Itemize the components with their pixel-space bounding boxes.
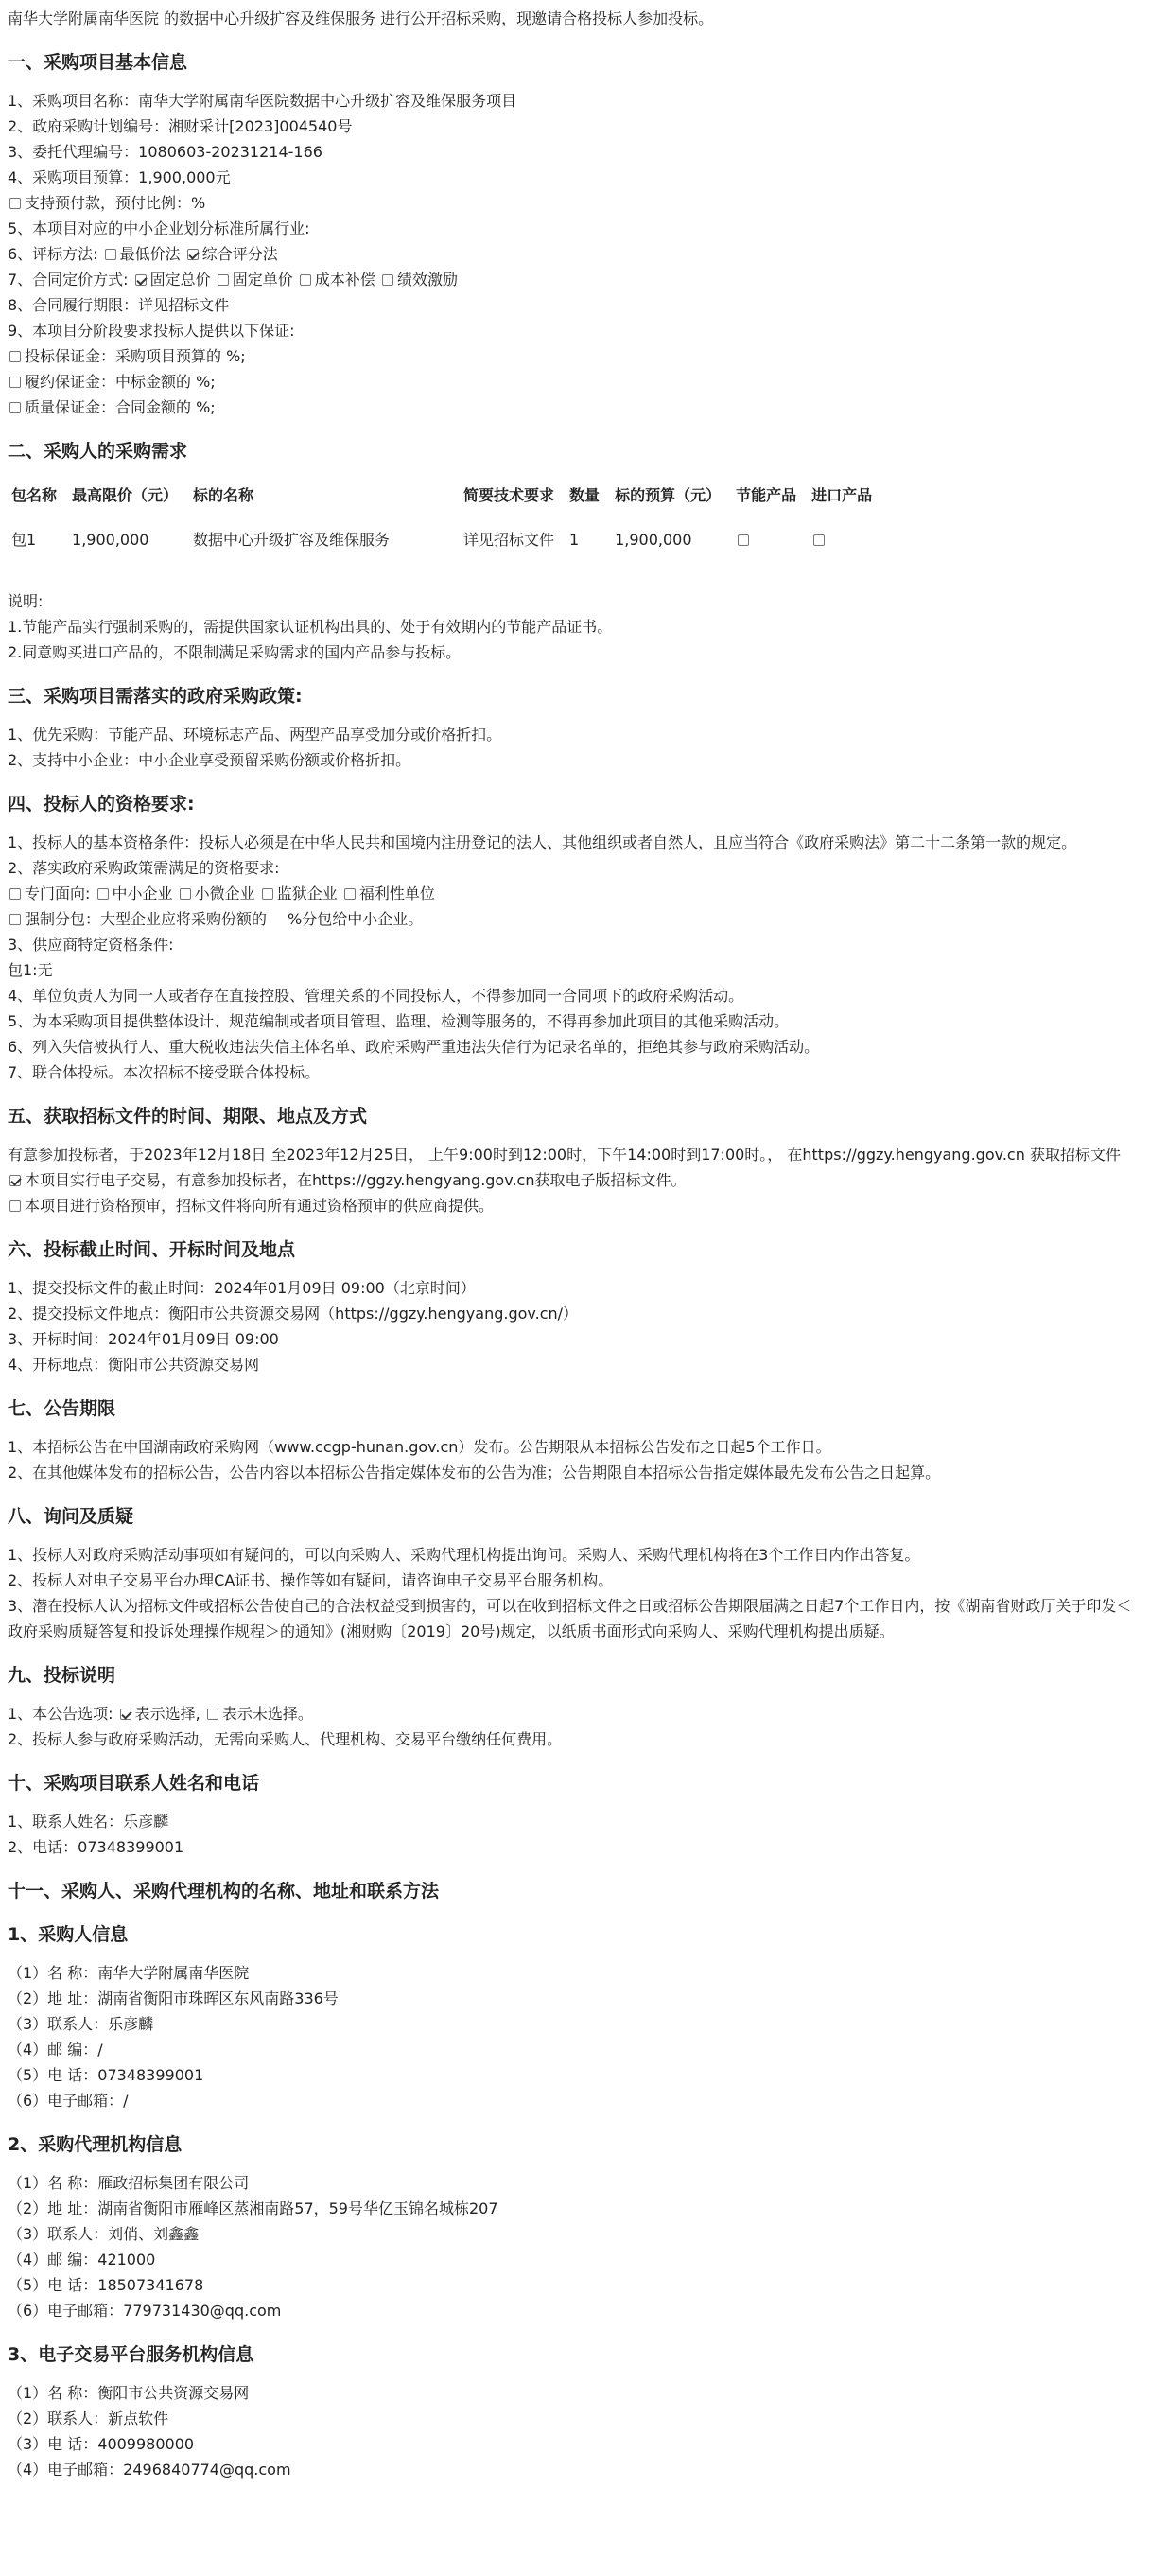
quality-bond-label: 质量保证金：合同金额的 %; xyxy=(25,398,216,416)
prepay-row xyxy=(8,190,1141,216)
subcontract-label-2: %分包给中小企业。 xyxy=(288,910,424,928)
list-item: （2）地 址：湖南省衡阳市雁峰区蒸湘南路57，59号华亿玉锦名城栋207 xyxy=(8,2199,498,2217)
bid-bond-row xyxy=(8,343,1141,369)
cell-budget: 1,900,000 xyxy=(615,531,692,549)
s8-line-3: 3、潜在投标人认为招标文件或招标公告使自己的合法权益受到损害的，可以在收到招标文件之日或招标公告期限届满之日起7个工作日内，按《湖南省财政厅关于印发＜政府采购质疑答复和投诉处理操作规程＞的通知》(湘财购〔2019〕20号)规定，以纸质书面形式向采购人、采购代理机构提出质疑。 xyxy=(8,1597,1132,1640)
th-tech-req: 简要技术要求 xyxy=(463,486,555,504)
th-energy: 节能产品 xyxy=(736,486,797,504)
comprehensive-score-checkbox[interactable] xyxy=(187,249,199,260)
fixed-unit-label: 固定单价 xyxy=(232,271,293,289)
s3-line-1: 1、优先采购：节能产品、环境标志产品、两型产品享受加分或价格折扣。 xyxy=(8,726,502,744)
note-title: 说明: xyxy=(8,592,44,610)
cell-energy xyxy=(732,519,808,560)
legend-label: 1、本公告选项: xyxy=(8,1705,113,1723)
prequal-checkbox[interactable] xyxy=(9,1200,21,1212)
prequal-row xyxy=(8,1193,1141,1218)
prepay-label: 支持预付款，预付比例：% xyxy=(25,194,206,212)
legend-row xyxy=(8,1701,1141,1726)
note-2: 2.同意购买进口产品的，不限制满足采购需求的国内产品参与投标。 xyxy=(8,643,462,661)
s7-line-2: 2、在其他媒体发布的招标公告，公告内容以本招标公告指定媒体发布的公告为准；公告期限自本招标公告指定媒体最先发布公告之日起算。 xyxy=(8,1463,941,1481)
cell-max-price: 1,900,000 xyxy=(72,531,149,549)
subcontract-label: 强制分包：大型企业应将采购份额的 xyxy=(25,910,268,928)
cost-comp-label: 成本补偿 xyxy=(314,271,375,289)
note-1: 1.节能产品实行强制采购的，需提供国家认证机构出具的、处于有效期内的节能产品证书。 xyxy=(8,618,613,636)
s7-line-1: 1、本招标公告在中国湖南政府采购网（www.ccgp-hunan.gov.cn）发布。公告期限从本招标公告发布之日起5个工作日。 xyxy=(8,1438,831,1456)
legend-unselected-checkbox xyxy=(207,1709,218,1720)
s4-line-2: 2、落实政府采购政策需满足的资格要求: xyxy=(8,859,280,877)
th-quantity: 数量 xyxy=(569,486,601,504)
list-item: （4）电子邮箱：2496840774@qq.com xyxy=(8,2461,291,2479)
s4-line-4: 4、单位负责人为同一人或者存在直接控股、管理关系的不同投标人，不得参加同一合同项下的政府采购活动。 xyxy=(8,987,744,1005)
micro-checkbox[interactable] xyxy=(180,888,191,900)
cell-item-name: 数据中心升级扩容及维保服务 xyxy=(193,531,391,549)
lowest-price-checkbox[interactable] xyxy=(105,249,116,260)
list-item: （5）电 话：18507341678 xyxy=(8,2276,204,2294)
list-item: （3）电 话：4009980000 xyxy=(8,2435,195,2453)
section-1-title: 一、采购项目基本信息 xyxy=(8,52,188,73)
s1-line-1: 1、采购项目名称：南华大学附属南华医院数据中心升级扩容及维保服务项目 xyxy=(8,92,517,110)
s6-line-2: 2、提交投标文件地点：衡阳市公共资源交易网（https://ggzy.hengyang.gov.cn/） xyxy=(8,1305,579,1323)
s5-paragraph: 有意参加投标者，于2023年12月18日 至2023年12月25日， 上午9:00时到12:00时，下午14:00时到17:00时。， 在https://ggzy.hengyang.gov.cn 获取招标文件 xyxy=(8,1146,1121,1164)
section-5-title: 五、获取招标文件的时间、期限、地点及方式 xyxy=(8,1106,368,1127)
cell-tech-req: 详见招标文件 xyxy=(463,531,555,549)
list-item: （3）联系人：刘俏、刘鑫鑫 xyxy=(8,2225,200,2243)
section-4-title: 四、投标人的资格要求: xyxy=(8,794,195,815)
list-item: （1）名 称：南华大学附属南华医院 xyxy=(8,1964,250,1982)
cell-package: 包1 xyxy=(11,531,37,549)
energy-product-checkbox[interactable] xyxy=(738,534,749,546)
fixed-total-label: 固定总价 xyxy=(149,271,211,289)
table-row xyxy=(8,519,883,560)
notice-page xyxy=(0,6,1150,2482)
s1-line-5: 5、本项目对应的中小企业划分标准所属行业: xyxy=(8,219,310,237)
s8-line-2: 2、投标人对电子交易平台办理CA证书、操作等如有疑问，请咨询电子交易平台服务机构。 xyxy=(8,1571,614,1589)
pricing-method-row xyxy=(8,267,1141,292)
th-item-name: 标的名称 xyxy=(193,486,254,504)
s1-line-9: 9、本项目分阶段要求投标人提供以下保证: xyxy=(8,322,295,340)
pricing-method-label: 7、合同定价方式: xyxy=(8,271,129,289)
s6-line-1: 1、提交投标文件的截止时间：2024年01月09日 09:00（北京时间） xyxy=(8,1279,476,1297)
eval-method-label: 6、评标方法: xyxy=(8,245,98,263)
list-item: （6）电子邮箱：/ xyxy=(8,2092,129,2110)
s4-line-3b: 包1:无 xyxy=(8,961,53,979)
s8-line-1: 1、投标人对政府采购活动事项如有疑问的，可以向采购人、采购代理机构提出询问。采购人、采购代理机构将在3个工作日内作出答复。 xyxy=(8,1546,920,1564)
prison-checkbox[interactable] xyxy=(262,888,273,900)
cell-quantity: 1 xyxy=(569,531,580,549)
import-product-checkbox[interactable] xyxy=(813,534,825,546)
s1-line-4: 4、采购项目预算：1,900,000元 xyxy=(8,168,231,186)
s4-line-7: 7、联合体投标。本次招标不接受联合体投标。 xyxy=(8,1063,321,1081)
dedicated-row xyxy=(8,881,1141,906)
s1-line-2: 2、政府采购计划编号：湘财采计[2023]004540号 xyxy=(8,117,353,135)
s4-line-6: 6、列入失信被执行人、重大税收违法失信主体名单、政府采购严重违法失信行为记录名单的，拒绝其参与政府采购活动。 xyxy=(8,1038,820,1056)
list-item: （2）地 址：湖南省衡阳市珠晖区东风南路336号 xyxy=(8,1989,339,2007)
section-3-title: 三、采购项目需落实的政府采购政策: xyxy=(8,686,303,707)
bid-bond-label: 投标保证金：采购项目预算的 %; xyxy=(25,347,246,365)
section-6-title: 六、投标截止时间、开标时间及地点 xyxy=(8,1239,296,1260)
bid-bond-checkbox[interactable] xyxy=(9,351,21,362)
list-item: （1）名 称：衡阳市公共资源交易网 xyxy=(8,2384,250,2402)
section-11-title: 十一、采购人、采购代理机构的名称、地址和联系方法 xyxy=(8,1881,440,1901)
s10-line-1: 1、联系人姓名：乐彦麟 xyxy=(8,1813,169,1831)
prepay-checkbox[interactable] xyxy=(9,198,21,209)
sme-checkbox[interactable] xyxy=(97,888,109,900)
cell-import xyxy=(808,519,883,560)
s1-line-8: 8、合同履行期限：详见招标文件 xyxy=(8,296,230,314)
subcontract-row xyxy=(8,906,1141,932)
list-item: （2）联系人：新点软件 xyxy=(8,2410,169,2427)
platform-info-title: 3、电子交易平台服务机构信息 xyxy=(8,2344,254,2365)
micro-label: 小微企业 xyxy=(194,885,255,902)
dedicated-label: 专门面向: xyxy=(25,885,91,902)
s10-line-2: 2、电话：07348399001 xyxy=(8,1838,184,1856)
s9-line-2: 2、投标人参与政府采购活动，无需向采购人、代理机构、交易平台缴纳任何费用。 xyxy=(8,1730,563,1748)
quality-bond-row xyxy=(8,394,1141,420)
e-trade-label: 本项目实行电子交易，有意参加投标者，在https://ggzy.hengyang.gov.cn获取电子版招标文件。 xyxy=(25,1171,687,1189)
th-package: 包名称 xyxy=(11,486,58,504)
purchaser-info-title: 1、采购人信息 xyxy=(8,1924,129,1945)
sme-label: 中小企业 xyxy=(112,885,173,902)
s3-line-2: 2、支持中小企业：中小企业享受预留采购份额或价格折扣。 xyxy=(8,751,411,769)
legend-unselected-label: 表示未选择。 xyxy=(221,1705,313,1723)
th-import: 进口产品 xyxy=(811,486,873,504)
fixed-total-checkbox[interactable] xyxy=(135,274,147,286)
section-7-title: 七、公告期限 xyxy=(8,1398,116,1419)
section-10-title: 十、采购项目联系人姓名和电话 xyxy=(8,1773,260,1794)
s6-line-3: 3、开标时间：2024年01月09日 09:00 xyxy=(8,1330,279,1348)
s6-line-4: 4、开标地点：衡阳市公共资源交易网 xyxy=(8,1356,260,1374)
list-item: （5）电 话：07348399001 xyxy=(8,2066,204,2084)
list-item: （4）邮 编：/ xyxy=(8,2041,103,2059)
welfare-label: 福利性单位 xyxy=(358,885,435,902)
s4-line-3: 3、供应商特定资格条件: xyxy=(8,936,174,954)
th-budget: 标的预算（元） xyxy=(615,486,722,504)
perf-bond-checkbox[interactable] xyxy=(9,377,21,388)
comprehensive-score-label: 综合评分法 xyxy=(201,245,278,263)
lowest-price-label: 最低价法 xyxy=(119,245,181,263)
section-2-title: 二、采购人的采购需求 xyxy=(8,441,188,462)
intro-text: 南华大学附属南华医院 的数据中心升级扩容及维保服务 进行公开招标采购，现邀请合格投标人参加投标。 xyxy=(8,9,714,27)
list-item: （1）名 称：雁政招标集团有限公司 xyxy=(8,2174,250,2192)
s1-line-3: 3、委托代理编号：1080603-20231214-166 xyxy=(8,143,322,161)
table-header-row xyxy=(8,477,883,519)
performance-label: 绩效激励 xyxy=(397,271,459,289)
eval-method-row xyxy=(8,241,1141,267)
s4-line-5: 5、为本采购项目提供整体设计、规范编制或者项目管理、监理、检测等服务的，不得再参加此项目的其他采购活动。 xyxy=(8,1012,790,1030)
list-item: （3）联系人：乐彦麟 xyxy=(8,2015,154,2033)
perf-bond-row xyxy=(8,369,1141,394)
agency-info-title: 2、采购代理机构信息 xyxy=(8,2134,183,2155)
section-9-title: 九、投标说明 xyxy=(8,1665,116,1686)
subcontract-checkbox[interactable] xyxy=(9,914,21,925)
cost-comp-checkbox[interactable] xyxy=(300,274,311,286)
requirements-table xyxy=(8,477,883,560)
prison-label: 监狱企业 xyxy=(276,885,338,902)
e-trade-checkbox[interactable] xyxy=(9,1175,21,1186)
th-max-price: 最高限价（元） xyxy=(72,486,179,504)
s4-line-1: 1、投标人的基本资格条件：投标人必须是在中华人民共和国境内注册登记的法人、其他组织或者自然人，且应当符合《政府采购法》第二十二条第一款的规定。 xyxy=(8,833,1077,851)
performance-checkbox[interactable] xyxy=(382,274,393,286)
welfare-checkbox[interactable] xyxy=(344,888,356,900)
perf-bond-label: 履约保证金：中标金额的 %; xyxy=(25,373,216,391)
fixed-unit-checkbox[interactable] xyxy=(218,274,229,286)
prequal-label: 本项目进行资格预审，招标文件将向所有通过资格预审的供应商提供。 xyxy=(25,1197,495,1215)
section-8-title: 八、询问及质疑 xyxy=(8,1506,134,1527)
list-item: （4）邮 编：421000 xyxy=(8,2251,156,2269)
legend-selected-label: 表示选择, xyxy=(134,1705,200,1723)
list-item: （6）电子邮箱：779731430@qq.com xyxy=(8,2302,282,2320)
e-trade-row xyxy=(8,1167,1141,1193)
legend-selected-checkbox xyxy=(120,1709,131,1720)
dedicated-checkbox[interactable] xyxy=(9,888,21,900)
quality-bond-checkbox[interactable] xyxy=(9,402,21,413)
